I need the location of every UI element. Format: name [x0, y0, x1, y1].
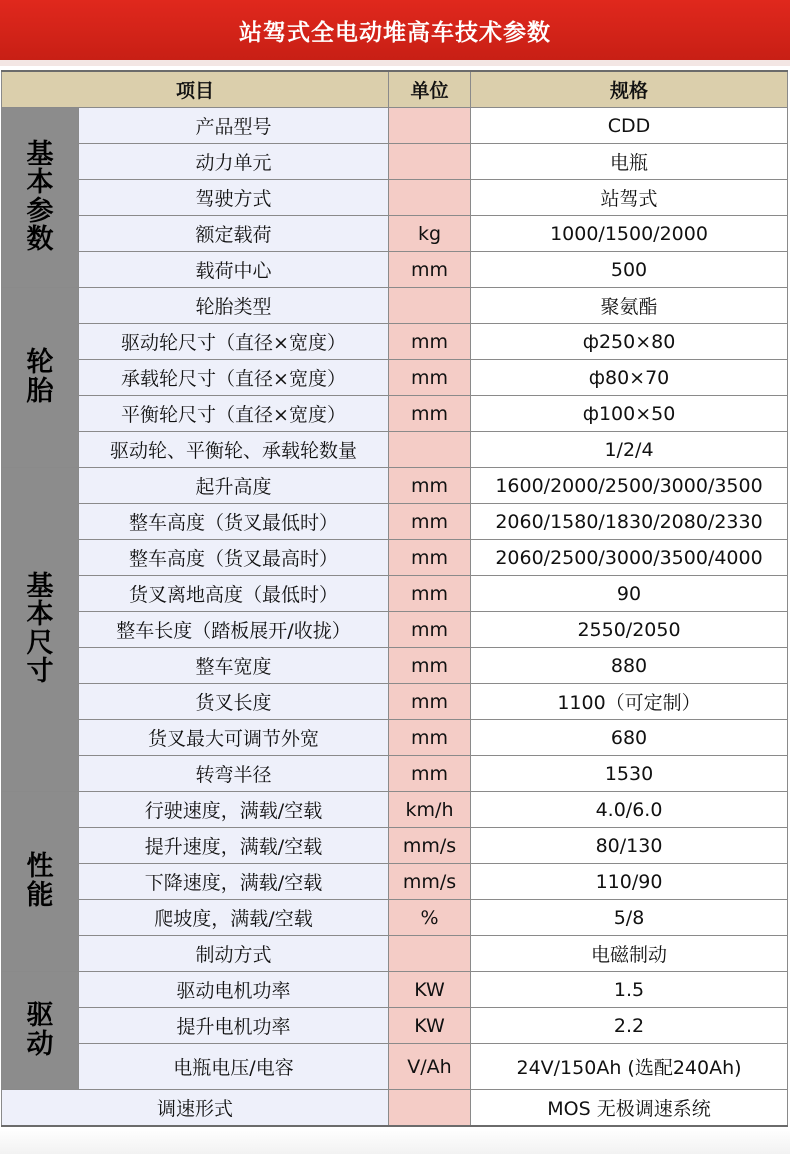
table-row [2, 252, 788, 288]
spec-table [1, 70, 788, 1127]
item-cell: 货叉最大可调节外宽 [79, 720, 389, 756]
unit-cell: mm [389, 504, 471, 540]
value-cell: 110/90 [471, 864, 788, 900]
unit-cell: mm [389, 252, 471, 288]
item-cell: 轮胎类型 [79, 288, 389, 324]
value-cell: 2.2 [471, 1008, 788, 1044]
page-title: 站驾式全电动堆高车技术参数 [239, 19, 551, 46]
unit-cell: mm [389, 684, 471, 720]
table-row [2, 288, 788, 324]
table-row [2, 648, 788, 684]
value-cell: ф100×50 [471, 396, 788, 432]
table-row [2, 828, 788, 864]
table-row [2, 324, 788, 360]
item-cell: 整车长度（踏板展开/收拢） [79, 612, 389, 648]
unit-cell: mm [389, 324, 471, 360]
unit-cell: mm [389, 540, 471, 576]
group-label-text: 基本尺寸 [26, 570, 54, 687]
value-cell: CDD [471, 108, 788, 144]
group-label [2, 288, 79, 468]
unit-cell: mm [389, 576, 471, 612]
value-cell: 1/2/4 [471, 432, 788, 468]
value-cell: ф250×80 [471, 324, 788, 360]
unit-cell: mm [389, 756, 471, 792]
item-cell: 整车高度（货叉最高时） [79, 540, 389, 576]
unit-cell [389, 1090, 471, 1127]
item-cell: 提升速度，满载/空载 [79, 828, 389, 864]
unit-cell [389, 144, 471, 180]
group-label-text: 轮胎 [26, 347, 54, 407]
unit-cell: mm [389, 468, 471, 504]
value-cell: 1600/2000/2500/3000/3500 [471, 468, 788, 504]
table-row [2, 576, 788, 612]
value-cell: 2550/2050 [471, 612, 788, 648]
item-cell: 转弯半径 [79, 756, 389, 792]
item-cell: 动力单元 [79, 144, 389, 180]
table-row [2, 144, 788, 180]
table-row [2, 108, 788, 144]
value-cell: 90 [471, 576, 788, 612]
item-cell: 起升高度 [79, 468, 389, 504]
header-item: 项目 [2, 71, 389, 108]
unit-cell: mm [389, 396, 471, 432]
value-cell: 1000/1500/2000 [471, 216, 788, 252]
table-header-row [2, 71, 788, 108]
value-cell: ф80×70 [471, 360, 788, 396]
table-row [2, 432, 788, 468]
group-label [2, 108, 79, 288]
unit-cell [389, 180, 471, 216]
unit-cell: KW [389, 972, 471, 1008]
table-row [2, 720, 788, 756]
unit-cell [389, 936, 471, 972]
item-cell: 平衡轮尺寸（直径×宽度） [79, 396, 389, 432]
item-cell: 货叉长度 [79, 684, 389, 720]
value-cell: 站驾式 [471, 180, 788, 216]
header-spec: 规格 [471, 71, 788, 108]
table-row [2, 468, 788, 504]
table-row [2, 360, 788, 396]
value-cell: 2060/2500/3000/3500/4000 [471, 540, 788, 576]
item-cell: 整车高度（货叉最低时） [79, 504, 389, 540]
item-cell: 提升电机功率 [79, 1008, 389, 1044]
unit-cell: V/Ah [389, 1044, 471, 1090]
unit-cell: mm [389, 360, 471, 396]
table-row [2, 396, 788, 432]
table-body [2, 108, 788, 1127]
group-label [2, 468, 79, 792]
item-cell: 驱动电机功率 [79, 972, 389, 1008]
unit-cell: kg [389, 216, 471, 252]
table-row [2, 756, 788, 792]
table-row [2, 540, 788, 576]
value-cell: MOS 无极调速系统 [471, 1090, 788, 1127]
table-row [2, 900, 788, 936]
value-cell: 1.5 [471, 972, 788, 1008]
table-row [2, 1008, 788, 1044]
value-cell: 500 [471, 252, 788, 288]
table-row [2, 1044, 788, 1090]
item-cell: 爬坡度，满载/空载 [79, 900, 389, 936]
item-cell: 载荷中心 [79, 252, 389, 288]
unit-cell: km/h [389, 792, 471, 828]
unit-cell: % [389, 900, 471, 936]
table-row [2, 612, 788, 648]
banner-divider [0, 60, 790, 66]
value-cell: 5/8 [471, 900, 788, 936]
group-label-text: 驱动 [26, 1000, 54, 1060]
item-cell: 货叉离地高度（最低时） [79, 576, 389, 612]
item-cell: 额定载荷 [79, 216, 389, 252]
unit-cell: mm/s [389, 864, 471, 900]
table-row-speed-control [2, 1090, 788, 1127]
unit-cell: mm [389, 612, 471, 648]
value-cell: 4.0/6.0 [471, 792, 788, 828]
page-title-banner [0, 0, 790, 60]
item-cell: 承载轮尺寸（直径×宽度） [79, 360, 389, 396]
item-cell: 产品型号 [79, 108, 389, 144]
item-cell: 驱动轮、平衡轮、承载轮数量 [79, 432, 389, 468]
header-unit: 单位 [389, 71, 471, 108]
unit-cell [389, 108, 471, 144]
unit-cell [389, 432, 471, 468]
table-row [2, 216, 788, 252]
value-cell: 80/130 [471, 828, 788, 864]
group-label-text: 性能 [26, 851, 54, 911]
item-cell: 下降速度，满载/空载 [79, 864, 389, 900]
group-label-text: 基本参数 [26, 138, 54, 255]
value-cell: 电瓶 [471, 144, 788, 180]
value-cell: 1530 [471, 756, 788, 792]
value-cell: 电磁制动 [471, 936, 788, 972]
table-row [2, 792, 788, 828]
group-label [2, 972, 79, 1090]
value-cell: 24V/150Ah (选配240Ah) [471, 1044, 788, 1090]
item-cell: 制动方式 [79, 936, 389, 972]
table-row [2, 972, 788, 1008]
table-row [2, 504, 788, 540]
item-cell: 电瓶电压/电容 [79, 1044, 389, 1090]
unit-cell: mm [389, 648, 471, 684]
item-cell: 驱动轮尺寸（直径×宽度） [79, 324, 389, 360]
table-row [2, 936, 788, 972]
item-cell: 驾驶方式 [79, 180, 389, 216]
item-cell: 整车宽度 [79, 648, 389, 684]
unit-cell [389, 288, 471, 324]
group-label [2, 792, 79, 972]
item-cell: 行驶速度，满载/空载 [79, 792, 389, 828]
value-cell: 2060/1580/1830/2080/2330 [471, 504, 788, 540]
table-row [2, 180, 788, 216]
table-row [2, 864, 788, 900]
unit-cell: KW [389, 1008, 471, 1044]
value-cell: 1100（可定制） [471, 684, 788, 720]
unit-cell: mm [389, 720, 471, 756]
value-cell: 聚氨酯 [471, 288, 788, 324]
table-row [2, 684, 788, 720]
bottom-fade [0, 1128, 790, 1154]
value-cell: 680 [471, 720, 788, 756]
item-cell: 调速形式 [2, 1090, 389, 1127]
unit-cell: mm/s [389, 828, 471, 864]
value-cell: 880 [471, 648, 788, 684]
